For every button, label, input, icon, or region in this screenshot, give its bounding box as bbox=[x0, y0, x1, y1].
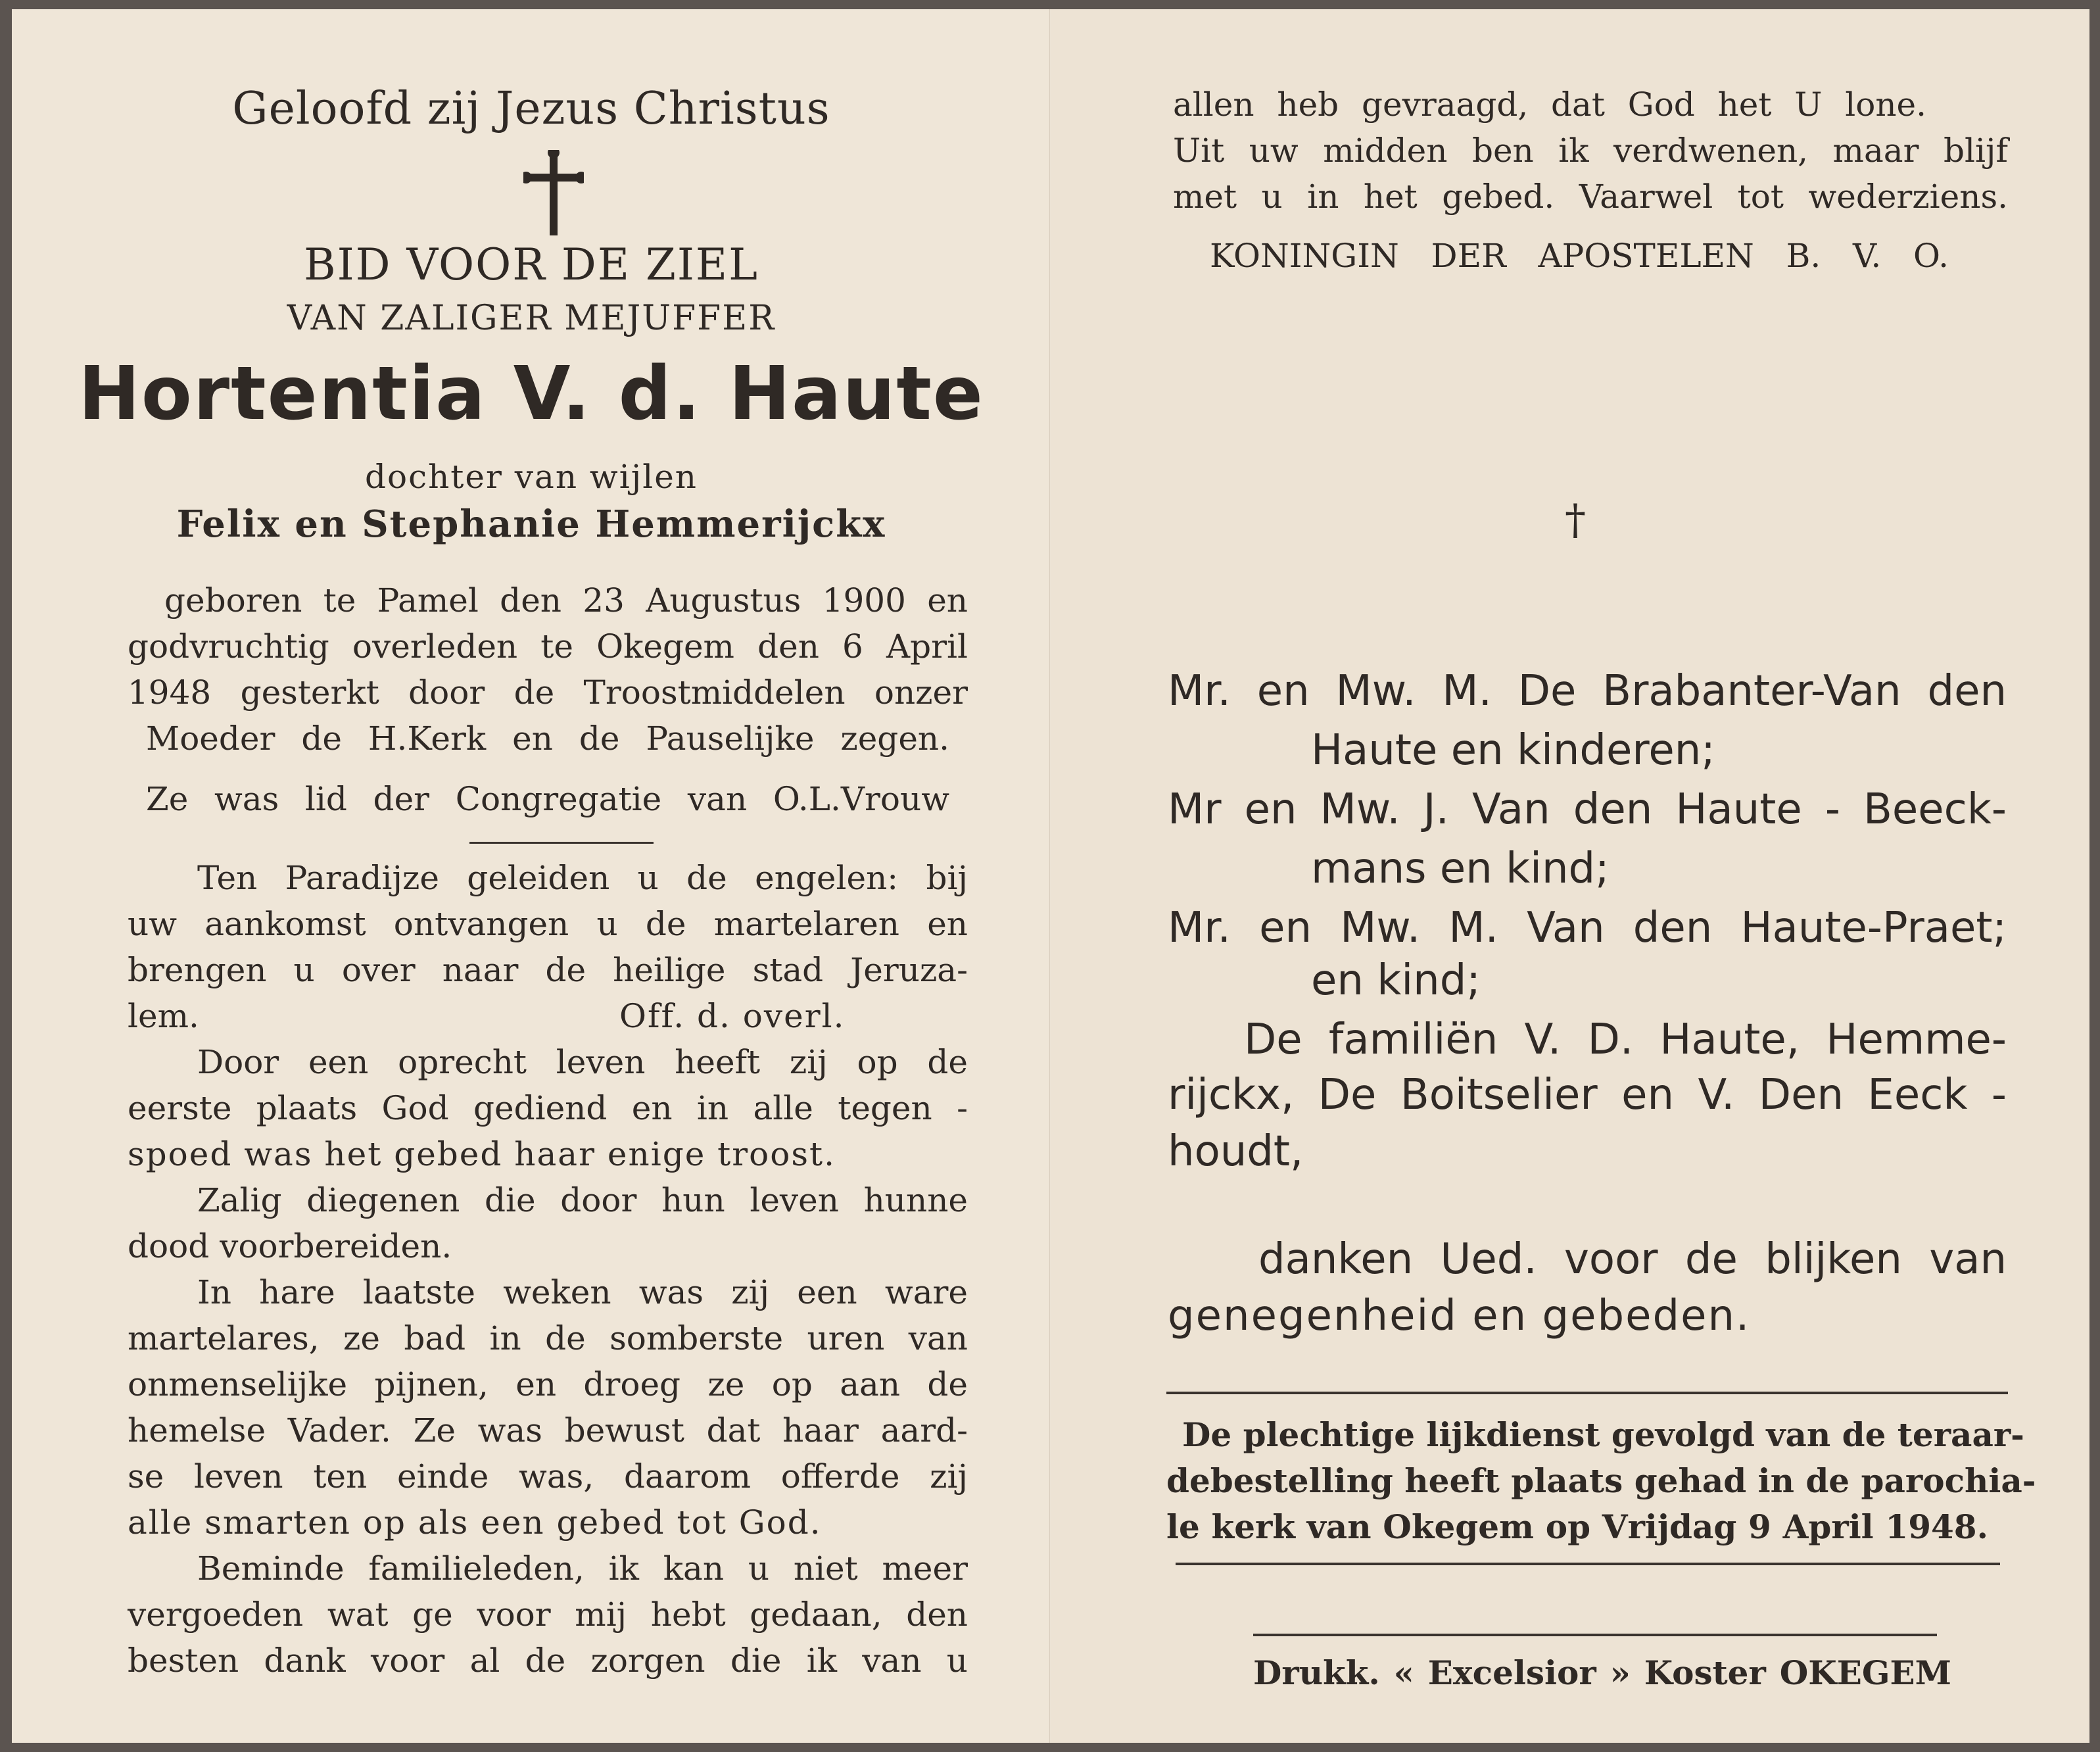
citation: Off. d. overl. bbox=[619, 997, 846, 1035]
family-line: De familiën V. D. Haute, Hemme- bbox=[1244, 1015, 2007, 1064]
deceased-name: Hortentia V. d. Haute bbox=[78, 351, 984, 437]
dochter-van-wijlen: dochter van wijlen bbox=[364, 458, 698, 496]
divider bbox=[1166, 1392, 2008, 1394]
birth-line: 1948 gesterkt door de Troostmiddelen onzer bbox=[128, 673, 968, 712]
thanks-line: genegenheid en gebeden. bbox=[1168, 1292, 1751, 1340]
birth-line: geboren te Pamel den 23 Augustus 1900 en bbox=[164, 581, 968, 620]
divider bbox=[1176, 1563, 2000, 1565]
memorial-card bbox=[12, 9, 2089, 1743]
paragraph-line: martelares, ze bad in de somberste uren van bbox=[128, 1319, 968, 1357]
paragraph-line: Zalig diegenen die door hun leven hunne bbox=[197, 1181, 968, 1219]
paragraph-line: dood voorbereiden. bbox=[128, 1227, 452, 1265]
divider bbox=[469, 842, 654, 844]
paragraph-line: besten dank voor al de zorgen die ik van u bbox=[128, 1642, 968, 1680]
birth-line: Moeder de H.Kerk en de Pauselijke zegen. bbox=[146, 719, 949, 758]
divider bbox=[1253, 1634, 1937, 1636]
family-line: Mr. en Mw. M. Van den Haute-Praet; bbox=[1168, 904, 2007, 952]
family-line: en kind; bbox=[1311, 956, 1481, 1005]
congregation-line: Ze was lid der Congregatie van O.L.Vrouw bbox=[146, 780, 949, 818]
thanks-line: danken Ued. voor de blijken van bbox=[1258, 1235, 2007, 1284]
continuation-line: Uit uw midden ben ik verdwenen, maar blijf bbox=[1173, 132, 2008, 170]
paragraph-line: vergoeden wat ge voor mij hebt gedaan, den bbox=[128, 1595, 968, 1634]
parents-names: Felix en Stephanie Hemmerijckx bbox=[176, 502, 886, 546]
funeral-line: le kerk van Okegem op Vrijdag 9 April 1948. bbox=[1166, 1507, 1988, 1546]
family-line: mans en kind; bbox=[1311, 844, 1610, 893]
funeral-line: debestelling heeft plaats gehad in de parochia- bbox=[1166, 1461, 2036, 1500]
family-line: houdt, bbox=[1168, 1127, 1304, 1176]
family-line: Mr en Mw. J. Van den Haute - Beeck- bbox=[1168, 785, 2007, 834]
heading: Geloofd zij Jezus Christus bbox=[232, 83, 830, 135]
continuation-line: allen heb gevraagd, dat God het U lone. bbox=[1173, 85, 1926, 124]
paragraph-line: Ten Paradijze geleiden u de engelen: bij bbox=[197, 859, 968, 897]
paragraph-line: eerste plaats God gediend en in alle tegen - bbox=[128, 1089, 968, 1127]
van-zaliger-mejuffer: VAN ZALIGER MEJUFFER bbox=[287, 299, 776, 338]
signature-line: KONINGIN DER APOSTELEN B. V. O. bbox=[1210, 237, 1949, 275]
paragraph-line: se leven ten einde was, daarom offerde zij bbox=[128, 1457, 968, 1496]
paragraph-line-last: lem. bbox=[128, 997, 199, 1035]
family-line: Haute en kinderen; bbox=[1311, 726, 1715, 775]
family-line: rijckx, De Boitselier en V. Den Eeck - bbox=[1168, 1071, 2007, 1119]
right-page bbox=[1051, 9, 2089, 1743]
birth-line: godvruchtig overleden te Okegem den 6 April bbox=[128, 627, 968, 666]
paragraph-line: hemelse Vader. Ze was bewust dat haar aard- bbox=[128, 1411, 968, 1449]
left-page bbox=[12, 9, 1051, 1743]
paragraph-line: brengen u over naar de heilige stad Jeruza- bbox=[128, 951, 968, 989]
family-line: Mr. en Mw. M. De Brabanter-Van den bbox=[1168, 667, 2007, 716]
paragraph-line: Door een oprecht leven heeft zij op de bbox=[197, 1043, 968, 1081]
funeral-line: De plechtige lijkdienst gevolgd van de teraar- bbox=[1182, 1415, 2024, 1454]
bid-voor-de-ziel: BID VOOR DE ZIEL bbox=[304, 239, 759, 290]
paragraph-line: alle smarten op als een gebed tot God. bbox=[128, 1503, 822, 1542]
paragraph-line: uw aankomst ontvangen u de martelaren en bbox=[128, 905, 968, 943]
continuation-line: met u in het gebed. Vaarwel tot wederziens. bbox=[1173, 178, 2008, 216]
paragraph-line: Beminde familieleden, ik kan u niet meer bbox=[197, 1549, 968, 1588]
paragraph-line: onmenselijke pijnen, en droeg ze op aan de bbox=[128, 1365, 968, 1403]
printer-line: Drukk. « Excelsior » Koster OKEGEM bbox=[1253, 1653, 1951, 1692]
paragraph-line: In hare laatste weken was zij een ware bbox=[197, 1273, 968, 1311]
paragraph-line: spoed was het gebed haar enige troost. bbox=[128, 1135, 836, 1173]
latin-cross-icon bbox=[523, 150, 584, 235]
small-cross-icon: † bbox=[1565, 496, 1586, 545]
